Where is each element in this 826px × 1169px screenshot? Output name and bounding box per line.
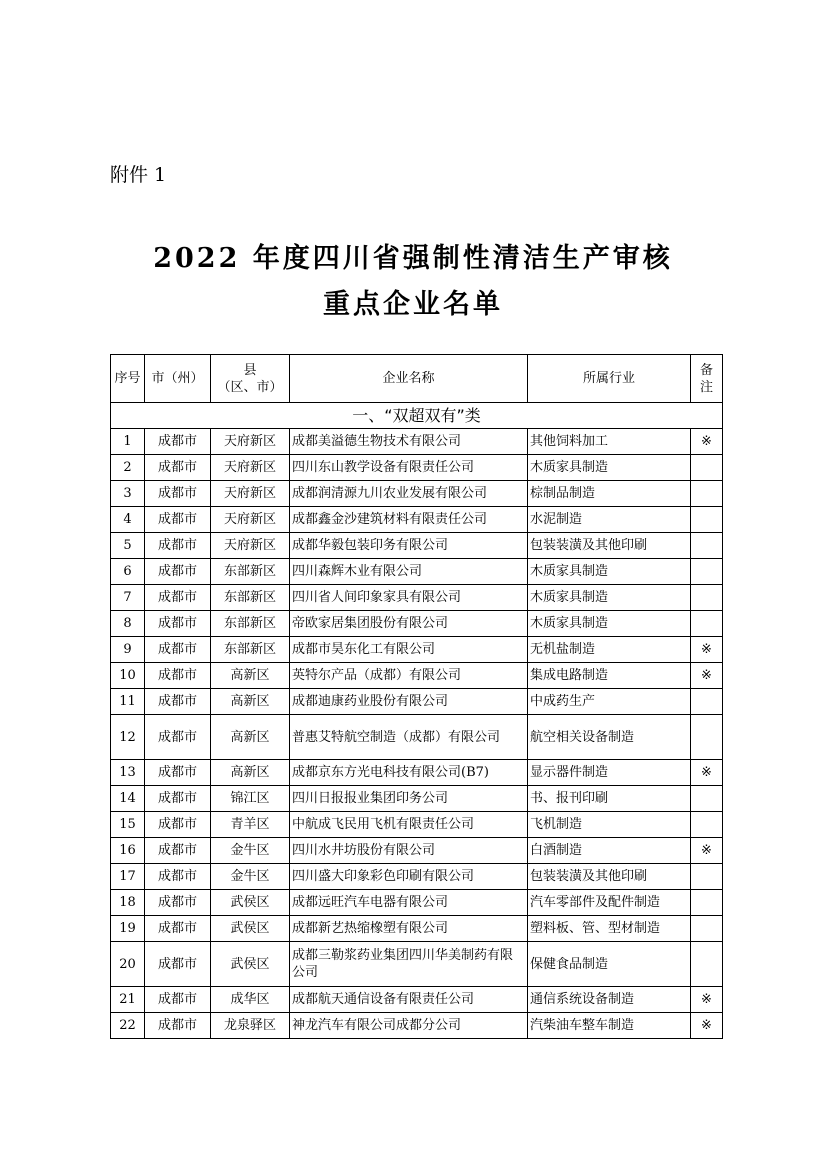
cell-industry: 木质家具制造 (528, 611, 691, 637)
cell-city: 成都市 (145, 429, 211, 455)
cell-city: 成都市 (145, 533, 211, 559)
cell-seq: 3 (111, 481, 145, 507)
cell-seq: 15 (111, 812, 145, 838)
table-row (111, 481, 723, 507)
cell-seq: 6 (111, 559, 145, 585)
cell-note: ※ (691, 429, 723, 455)
cell-industry: 书、报刊印刷 (528, 786, 691, 812)
header-note (691, 355, 723, 403)
cell-city: 成都市 (145, 585, 211, 611)
cell-company: 成都鑫金沙建筑材料有限责任公司 (290, 507, 528, 533)
cell-seq: 21 (111, 987, 145, 1013)
table-row (111, 890, 723, 916)
cell-city: 成都市 (145, 864, 211, 890)
cell-seq: 9 (111, 637, 145, 663)
cell-company: 四川水井坊股份有限公司 (290, 838, 528, 864)
cell-company: 四川盛大印象彩色印刷有限公司 (290, 864, 528, 890)
header-seq: 序号 (111, 355, 145, 403)
table-row (111, 786, 723, 812)
cell-company: 成都航天通信设备有限责任公司 (290, 987, 528, 1013)
table-row (111, 838, 723, 864)
cell-company: 成都市昊东化工有限公司 (290, 637, 528, 663)
cell-industry: 棕制品制造 (528, 481, 691, 507)
cell-city: 成都市 (145, 637, 211, 663)
cell-county: 武侯区 (211, 890, 290, 916)
cell-note: ※ (691, 1013, 723, 1039)
cell-county: 成华区 (211, 987, 290, 1013)
cell-county: 武侯区 (211, 916, 290, 942)
cell-city: 成都市 (145, 1013, 211, 1039)
cell-industry: 显示器件制造 (528, 760, 691, 786)
document-title-line1: 2022 年度四川省强制性清洁生产审核 (153, 243, 673, 274)
table-row (111, 663, 723, 689)
cell-county: 天府新区 (211, 507, 290, 533)
table-row (111, 1013, 723, 1039)
table-row (111, 715, 723, 760)
cell-note (691, 942, 723, 987)
cell-seq: 5 (111, 533, 145, 559)
cell-company: 成都远旺汽车电器有限公司 (290, 890, 528, 916)
cell-city: 成都市 (145, 942, 211, 987)
section-title: 一、“双超双有”类 (111, 403, 723, 429)
cell-industry: 无机盐制造 (528, 637, 691, 663)
cell-company: 四川东山教学设备有限责任公司 (290, 455, 528, 481)
cell-company: 成都三勒浆药业集团四川华美制药有限公司 (290, 942, 528, 987)
cell-seq: 4 (111, 507, 145, 533)
table-row (111, 585, 723, 611)
cell-city: 成都市 (145, 689, 211, 715)
cell-company: 四川日报报业集团印务公司 (290, 786, 528, 812)
cell-city: 成都市 (145, 890, 211, 916)
cell-city: 成都市 (145, 663, 211, 689)
header-note-line2: 注 (699, 379, 713, 395)
cell-industry: 通信系统设备制造 (528, 987, 691, 1013)
cell-industry: 其他饲料加工 (528, 429, 691, 455)
cell-seq: 22 (111, 1013, 145, 1039)
cell-note (691, 715, 723, 760)
cell-company: 成都京东方光电科技有限公司(B7) (290, 760, 528, 786)
header-county (211, 355, 290, 403)
cell-note (691, 611, 723, 637)
cell-industry: 航空相关设备制造 (528, 715, 691, 760)
cell-county: 金牛区 (211, 864, 290, 890)
cell-county: 天府新区 (211, 429, 290, 455)
cell-industry: 汽柴油车整车制造 (528, 1013, 691, 1039)
attachment-label: 附件 1 (110, 164, 167, 186)
cell-industry: 中成药生产 (528, 689, 691, 715)
cell-company: 四川森辉木业有限公司 (290, 559, 528, 585)
cell-county: 青羊区 (211, 812, 290, 838)
cell-note (691, 533, 723, 559)
table-row (111, 507, 723, 533)
cell-industry: 木质家具制造 (528, 559, 691, 585)
cell-industry: 汽车零部件及配件制造 (528, 890, 691, 916)
cell-note (691, 812, 723, 838)
header-county-line2: （区、市） (217, 379, 283, 395)
cell-seq: 16 (111, 838, 145, 864)
cell-industry: 集成电路制造 (528, 663, 691, 689)
cell-note (691, 890, 723, 916)
cell-county: 高新区 (211, 760, 290, 786)
cell-city: 成都市 (145, 715, 211, 760)
cell-county: 高新区 (211, 715, 290, 760)
table-row (111, 429, 723, 455)
cell-city: 成都市 (145, 507, 211, 533)
header-city: 市（州） (145, 355, 211, 403)
table-row (111, 916, 723, 942)
cell-note (691, 507, 723, 533)
cell-note (691, 689, 723, 715)
table-header-row (111, 355, 723, 403)
cell-city: 成都市 (145, 611, 211, 637)
enterprise-list-table (110, 354, 723, 1039)
cell-county: 东部新区 (211, 585, 290, 611)
cell-county: 金牛区 (211, 838, 290, 864)
cell-industry: 白酒制造 (528, 838, 691, 864)
cell-industry: 保健食品制造 (528, 942, 691, 987)
cell-company: 四川省人间印象家具有限公司 (290, 585, 528, 611)
cell-company: 成都华毅包装印务有限公司 (290, 533, 528, 559)
header-company: 企业名称 (290, 355, 528, 403)
cell-note (691, 455, 723, 481)
table-row (111, 942, 723, 987)
cell-county: 东部新区 (211, 611, 290, 637)
table-row (111, 987, 723, 1013)
cell-note (691, 585, 723, 611)
cell-city: 成都市 (145, 916, 211, 942)
cell-seq: 13 (111, 760, 145, 786)
section-header-row (111, 403, 723, 429)
cell-seq: 14 (111, 786, 145, 812)
cell-city: 成都市 (145, 559, 211, 585)
cell-county: 东部新区 (211, 559, 290, 585)
cell-company: 普惠艾特航空制造（成都）有限公司 (290, 715, 528, 760)
cell-industry: 水泥制造 (528, 507, 691, 533)
cell-city: 成都市 (145, 786, 211, 812)
header-industry: 所属行业 (528, 355, 691, 403)
cell-county: 高新区 (211, 663, 290, 689)
table-row (111, 760, 723, 786)
cell-industry: 塑料板、管、型材制造 (528, 916, 691, 942)
cell-company: 帝欧家居集团股份有限公司 (290, 611, 528, 637)
cell-note: ※ (691, 637, 723, 663)
cell-city: 成都市 (145, 760, 211, 786)
cell-company: 英特尔产品（成都）有限公司 (290, 663, 528, 689)
cell-county: 东部新区 (211, 637, 290, 663)
cell-note (691, 481, 723, 507)
cell-industry: 包装装潢及其他印刷 (528, 533, 691, 559)
cell-county: 天府新区 (211, 455, 290, 481)
cell-company: 成都新艺热缩橡塑有限公司 (290, 916, 528, 942)
cell-note (691, 786, 723, 812)
cell-note (691, 916, 723, 942)
table-row (111, 559, 723, 585)
cell-industry: 飞机制造 (528, 812, 691, 838)
cell-seq: 12 (111, 715, 145, 760)
cell-note (691, 864, 723, 890)
table-row (111, 864, 723, 890)
cell-company: 成都迪康药业股份有限公司 (290, 689, 528, 715)
cell-note: ※ (691, 838, 723, 864)
cell-industry: 木质家具制造 (528, 585, 691, 611)
table-row (111, 611, 723, 637)
cell-company: 成都美溢德生物技术有限公司 (290, 429, 528, 455)
cell-company: 神龙汽车有限公司成都分公司 (290, 1013, 528, 1039)
cell-seq: 18 (111, 890, 145, 916)
table-row (111, 455, 723, 481)
cell-industry: 包装装潢及其他印刷 (528, 864, 691, 890)
cell-seq: 10 (111, 663, 145, 689)
cell-seq: 8 (111, 611, 145, 637)
cell-county: 锦江区 (211, 786, 290, 812)
cell-company: 成都润清源九川农业发展有限公司 (290, 481, 528, 507)
document-title-line2: 重点企业名单 (323, 289, 503, 320)
header-note-line1: 备 (699, 362, 713, 378)
cell-note: ※ (691, 663, 723, 689)
cell-note: ※ (691, 987, 723, 1013)
cell-seq: 7 (111, 585, 145, 611)
cell-seq: 11 (111, 689, 145, 715)
cell-county: 龙泉驿区 (211, 1013, 290, 1039)
cell-city: 成都市 (145, 812, 211, 838)
table-row (111, 533, 723, 559)
table-row (111, 689, 723, 715)
cell-county: 天府新区 (211, 481, 290, 507)
cell-seq: 2 (111, 455, 145, 481)
cell-seq: 1 (111, 429, 145, 455)
cell-industry: 木质家具制造 (528, 455, 691, 481)
cell-city: 成都市 (145, 455, 211, 481)
cell-seq: 17 (111, 864, 145, 890)
cell-note (691, 559, 723, 585)
cell-city: 成都市 (145, 987, 211, 1013)
cell-county: 武侯区 (211, 942, 290, 987)
table-row (111, 812, 723, 838)
cell-city: 成都市 (145, 481, 211, 507)
cell-county: 高新区 (211, 689, 290, 715)
cell-seq: 19 (111, 916, 145, 942)
table-row (111, 637, 723, 663)
cell-note: ※ (691, 760, 723, 786)
cell-city: 成都市 (145, 838, 211, 864)
cell-county: 天府新区 (211, 533, 290, 559)
header-county-line1: 县 (243, 362, 257, 378)
cell-company: 中航成飞民用飞机有限责任公司 (290, 812, 528, 838)
cell-seq: 20 (111, 942, 145, 987)
